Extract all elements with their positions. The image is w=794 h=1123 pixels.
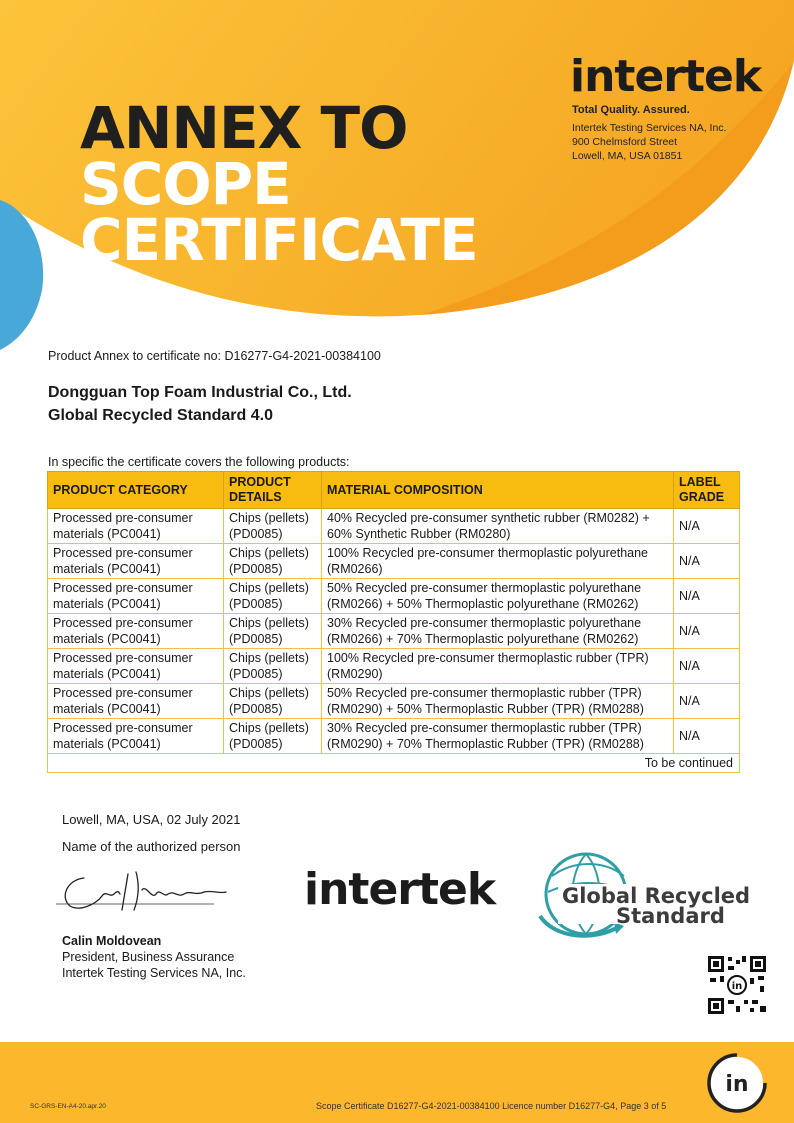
cell-grade: N/A: [674, 579, 740, 614]
tagline: Total Quality. Assured.: [572, 104, 690, 116]
address-line: Intertek Testing Services NA, Inc.: [572, 122, 727, 134]
to-be-continued: To be continued: [48, 754, 740, 773]
cell-category: Processed pre-consumer materials (PC0041): [48, 719, 224, 754]
cell-details: Chips (pellets) (PD0085): [224, 649, 322, 684]
header-product-details: PRODUCT DETAILS: [224, 472, 322, 509]
intertek-logo: intertek: [570, 51, 762, 102]
cell-details: Chips (pellets) (PD0085): [224, 544, 322, 579]
signer-name: Calin Moldovean: [62, 934, 162, 948]
authorized-person-label: Name of the authorized person: [62, 839, 241, 854]
cell-category: Processed pre-consumer materials (PC0041): [48, 649, 224, 684]
grs-logo-text: [562, 886, 750, 926]
svg-text:in: in: [725, 1072, 749, 1097]
cell-details: Chips (pellets) (PD0085): [224, 509, 322, 544]
cell-composition: 100% Recycled pre-consumer thermoplastic polyurethane (RM0266): [322, 544, 674, 579]
signature-image: [56, 860, 246, 920]
title-line-3: CERTIFICATE: [80, 206, 478, 274]
intro-text: In specific the certificate covers the following products:: [48, 455, 350, 469]
footer-page-info: Scope Certificate D16277-G4-2021-00384100 Licence number D16277-G4, Page 3 of 5: [316, 1101, 667, 1111]
intertek-badge-icon: [706, 1052, 768, 1114]
cell-composition: 50% Recycled pre-consumer thermoplastic polyurethane (RM0266) + 50% Thermoplastic polyurethane (RM0262): [322, 579, 674, 614]
table-header-row: [48, 472, 740, 509]
annex-certificate-line: Product Annex to certificate no: D16277-G4-2021-00384100: [48, 349, 381, 363]
grs-line-1: Global Recycled: [562, 884, 751, 908]
cell-details: Chips (pellets) (PD0085): [224, 614, 322, 649]
cell-grade: N/A: [674, 509, 740, 544]
signer-block: [62, 933, 246, 981]
cell-details: Chips (pellets) (PD0085): [224, 684, 322, 719]
table-row: [48, 649, 740, 684]
intertek-logo-box: [286, 852, 496, 932]
form-code: SC-GRS-EN-A4-20.apr.20: [30, 1103, 106, 1110]
issuer-address: [572, 121, 726, 163]
cell-category: Processed pre-consumer materials (PC0041): [48, 579, 224, 614]
signer-title: President, Business Assurance: [62, 950, 235, 964]
header-label-grade: LABEL GRADE: [674, 472, 740, 509]
title-line-1: ANNEX TO: [80, 94, 408, 162]
page-title: [80, 94, 478, 274]
standard-name: Global Recycled Standard 4.0: [48, 407, 273, 424]
company-block: [48, 381, 352, 427]
cell-grade: N/A: [674, 684, 740, 719]
svg-text:in: in: [731, 981, 743, 992]
place-and-date: Lowell, MA, USA, 02 July 2021: [62, 812, 241, 827]
address-line: Lowell, MA, USA 01851: [572, 150, 683, 162]
table-row: [48, 719, 740, 754]
cell-composition: 30% Recycled pre-consumer thermoplastic polyurethane (RM0266) + 70% Thermoplastic polyurethane (RM0262): [322, 614, 674, 649]
address-line: 900 Chelmsford Street: [572, 136, 678, 148]
table-row: [48, 614, 740, 649]
cell-grade: N/A: [674, 544, 740, 579]
signer-org: Intertek Testing Services NA, Inc.: [62, 966, 246, 980]
table-row: [48, 579, 740, 614]
cell-details: Chips (pellets) (PD0085): [224, 719, 322, 754]
cell-grade: N/A: [674, 649, 740, 684]
cell-composition: 30% Recycled pre-consumer thermoplastic rubber (TPR) (RM0290) + 70% Thermoplastic Rubber (TPR) (RM0288): [322, 719, 674, 754]
table-row: [48, 509, 740, 544]
cell-details: Chips (pellets) (PD0085): [224, 579, 322, 614]
grs-line-2: Standard: [616, 904, 725, 928]
cell-composition: 50% Recycled pre-consumer thermoplastic rubber (TPR) (RM0290) + 50% Thermoplastic Rubber (TPR) (RM0288): [322, 684, 674, 719]
header-material-composition: MATERIAL COMPOSITION: [322, 472, 674, 509]
cell-category: Processed pre-consumer materials (PC0041): [48, 509, 224, 544]
cell-composition: 40% Recycled pre-consumer synthetic rubber (RM0282) + 60% Synthetic Rubber (RM0280): [322, 509, 674, 544]
header-product-category: PRODUCT CATEGORY: [48, 472, 224, 509]
table-continued-row: [48, 754, 740, 773]
products-table: [47, 471, 740, 773]
qr-code-icon: [706, 954, 768, 1016]
cell-category: Processed pre-consumer materials (PC0041): [48, 544, 224, 579]
table-row: [48, 544, 740, 579]
cell-grade: N/A: [674, 719, 740, 754]
title-line-2: SCOPE: [80, 150, 291, 218]
cell-composition: 100% Recycled pre-consumer thermoplastic rubber (TPR) (RM0290): [322, 649, 674, 684]
cell-grade: N/A: [674, 614, 740, 649]
intertek-logo-text: intertek: [304, 864, 496, 915]
cell-category: Processed pre-consumer materials (PC0041): [48, 684, 224, 719]
company-name: Dongguan Top Foam Industrial Co., Ltd.: [48, 384, 352, 401]
cell-category: Processed pre-consumer materials (PC0041): [48, 614, 224, 649]
table-row: [48, 684, 740, 719]
